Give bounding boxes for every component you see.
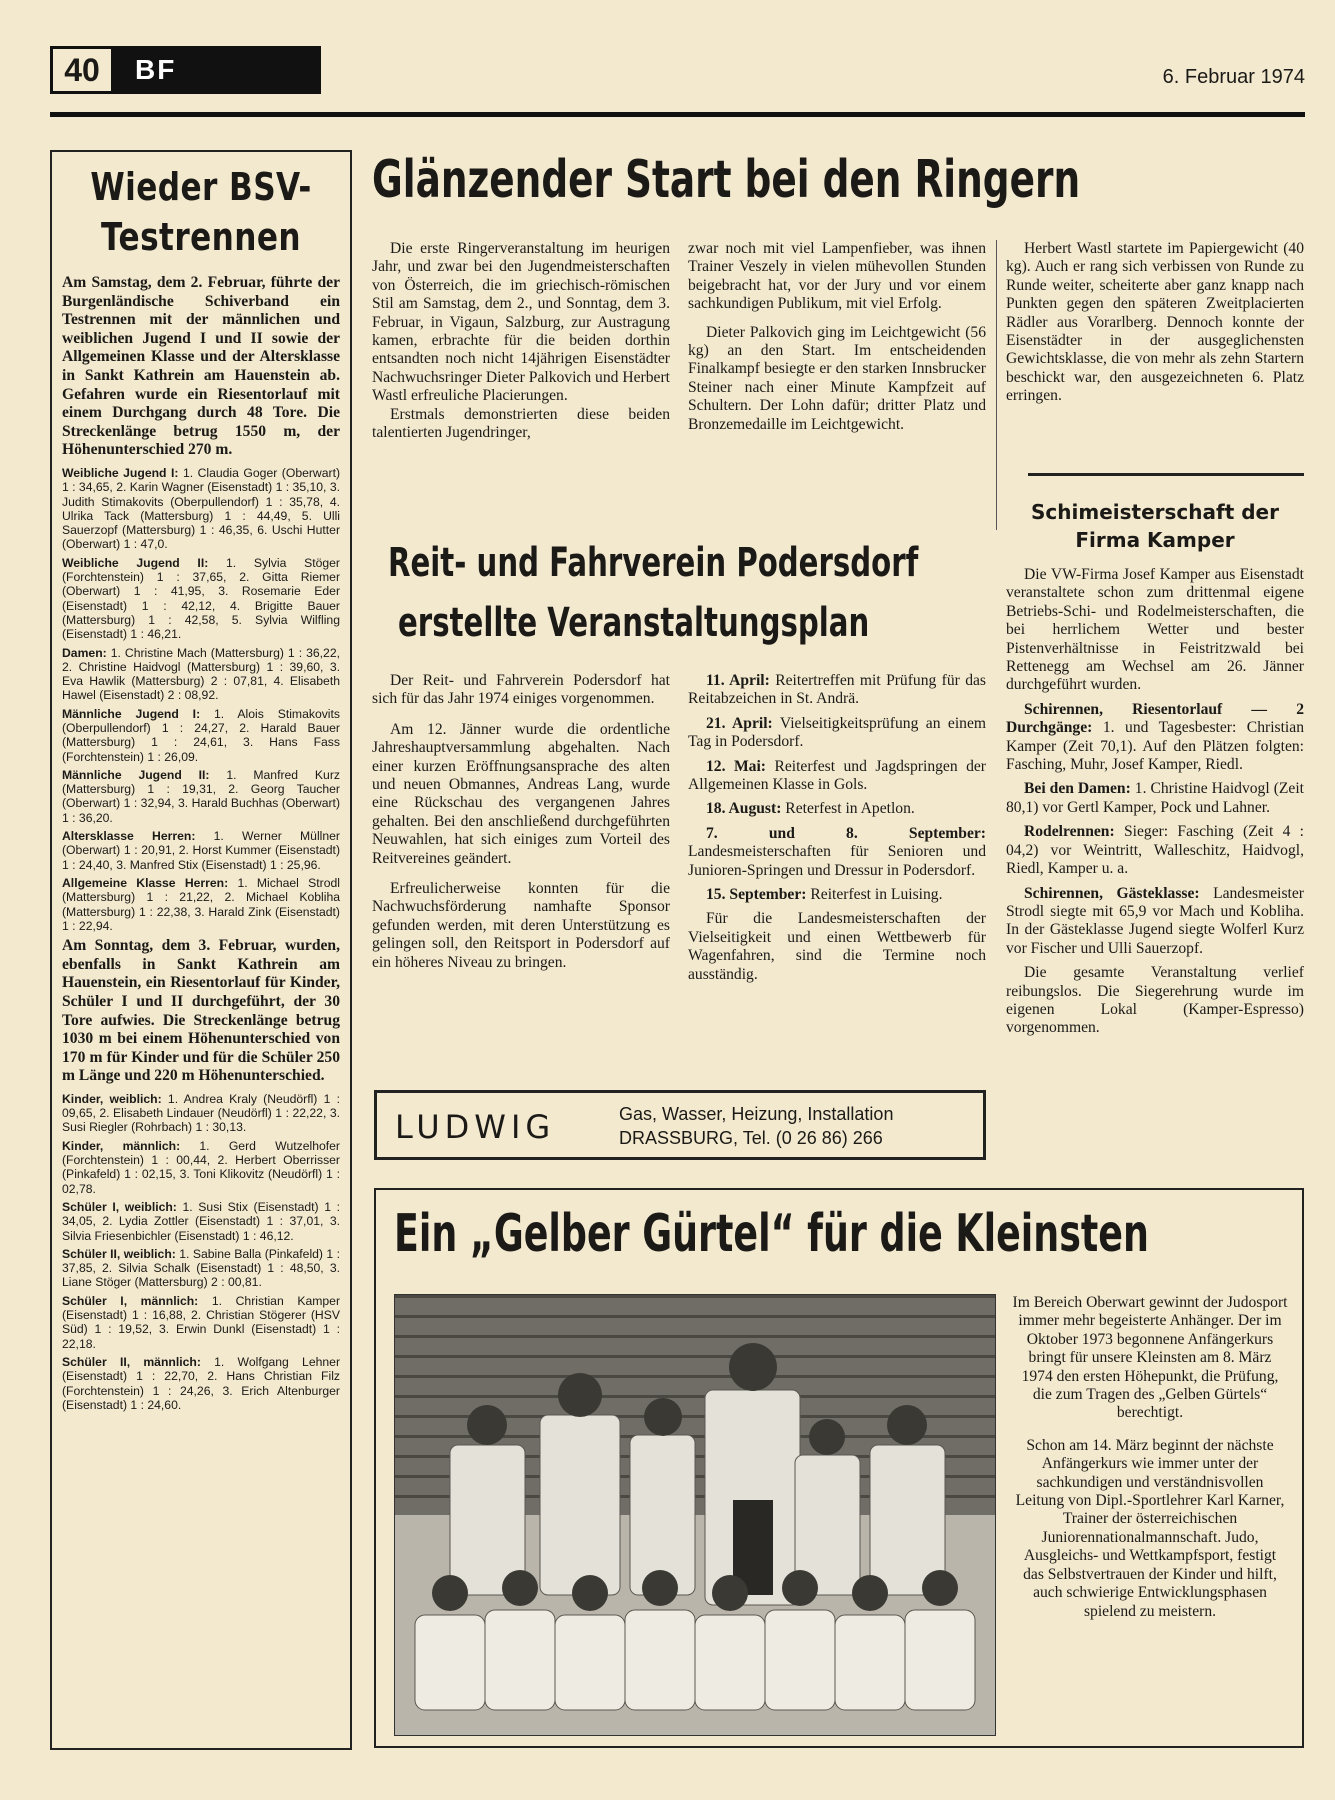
result-entry xyxy=(62,768,340,825)
paragraph: Erfreulicherweise konnten für die Nachwuchsförderung namhafte Sponsor gefunden werden, mit deren Unterstützung es gelingen soll, den Reitsport in Podersdorf auf ein höheres Niveau zu bringen. xyxy=(372,880,670,971)
paragraph xyxy=(1006,885,1304,959)
result-entry xyxy=(62,829,340,872)
paragraph: Erstmals demonstrierten diese beiden talentierten Jugendringer, xyxy=(372,405,670,442)
bsv-results-saturday xyxy=(62,466,340,933)
event-date: 11. April: xyxy=(706,672,770,689)
result-entry xyxy=(62,1139,340,1196)
paragraph: Die erste Ringerveranstaltung im heurigen Jahr, und zwar bei den Jugendmeisterschaften von Österreich, die im griechisch-römischen Stil am Samstag, dem 2., und Sonntag, dem 3. Februar, in Vigaun, Salzburg, zur Austragung kamen, erbrachte für die beiden dorthin entsandten noch nicht 14jährigen Eisenstädter Nachwuchsringer Dieter Palkovich und Herbert Wastl erfreuliche Placierungen. xyxy=(372,240,670,405)
event-date: 7. und 8. September: xyxy=(706,824,986,842)
bsv-lead-sunday: Am Sonntag, dem 3. Februar, wurden, ebenfalls in Sankt Kathrein am Hauenstein, ein Riesentorlauf für Kinder, Schüler I und II durchgeführt, der 30 Tore aufwies. Die Streckenlänge betrug 1030 m bei einem Höhenunterschied von 170 m für Kinder und für die Schüler 250 m Länge und 220 m Höhenunterschied. xyxy=(62,937,340,1085)
event-item xyxy=(688,825,986,880)
result-text: 1. Gerd Wutzelhofer (Forchtenstein) 1 : 00,44, 2. Herbert Oberrisser (Pinkafeld) 1 : 02,15, 3. Toni Klikovitz (Neudörfl) 1 : 02,78. xyxy=(62,1138,340,1196)
reit-headline-line1: Reit- und Fahrverein Podersdorf xyxy=(388,540,919,586)
ringer-column-3 xyxy=(1006,240,1304,406)
paragraph-lead: Schirennen, Gästeklasse: xyxy=(1024,884,1200,902)
result-text: 1. Michael Strodl (Mattersburg) 1 : 21,22, 2. Michael Kobliha (Mattersburg) 1 : 22,38, 3. Harald Zink (Eisenstadt) 1 : 22,94. xyxy=(62,875,340,933)
paragraph: Für die Landesmeisterschaften der Vielseitigkeit und einen Wettbewerb für Wagenfahren, sind die Termine noch ausständig. xyxy=(688,910,986,983)
event-item xyxy=(688,758,986,795)
event-date: 21. April: xyxy=(706,714,773,732)
result-entry xyxy=(62,466,340,552)
result-text: 1. Andrea Kraly (Neudörfl) 1 : 09,65, 2. Elisabeth Lindauer (Neudörfl) 1 : 22,22, 3. Susi Riegler (Rohrbach) 1 : 30,13. xyxy=(62,1091,340,1135)
ad-company-name: LUDWIG xyxy=(395,1108,556,1146)
paragraph: Der Reit- und Fahrverein Podersdorf hat sich für das Jahr 1974 einiges vorgenommen. xyxy=(372,672,670,708)
bsv-headline-line2: Testrennen xyxy=(101,215,301,259)
reit-column-1 xyxy=(372,672,670,972)
ringer-column-2 xyxy=(688,240,986,434)
event-text: Reiterfest in Luising. xyxy=(810,886,943,904)
paragraph-lead: Schirennen, Riesentorlauf — 2 Durchgänge: xyxy=(1006,700,1304,737)
event-item xyxy=(688,715,986,752)
page-header xyxy=(50,46,1305,106)
ringer-headline: Glänzender Start bei den Ringern xyxy=(372,150,1081,210)
event-date: 15. September: xyxy=(706,886,807,904)
paragraph-text: Sieger: Fasching (Zeit 4 : 04,2) vor Weintritt, Walleschitz, Haidvogl, Riedl, Kamper u. a. xyxy=(1006,823,1304,878)
result-category: Damen: xyxy=(62,645,107,660)
result-entry xyxy=(62,876,340,933)
issue-date: 6. Februar 1974 xyxy=(1162,66,1305,88)
result-text: 1. Manfred Kurz (Mattersburg) 1 : 19,31, 2. Georg Taucher (Oberwart) 1 : 32,94, 3. Harald Buchhas (Oberwart) 1 : 36,20. xyxy=(62,767,340,825)
paragraph: Am 12. Jänner wurde die ordentliche Jahreshauptversammlung abgehalten. Nach einer kurzen Eröffnungsansprache des alten und neuen Obmannes, Andreas Lang, wurde eine Rückschau des vergangenen Jahres gehalten. Bei den anschließend durchgeführten Neuwahlen, hat sich einiges zum Vorteil des Reitvereines geändert. xyxy=(372,720,670,867)
judo-group-photo xyxy=(394,1294,996,1736)
kamper-headline-line1: Schimeisterschaft der xyxy=(1031,500,1279,524)
result-entry xyxy=(62,707,340,764)
event-text: Reterfest in Apetlon. xyxy=(785,800,915,818)
event-text: Reitertreffen mit Prüfung für das Reitabzeichen in St. Andrä. xyxy=(688,672,986,708)
bsv-results-sunday xyxy=(62,1092,340,1412)
result-text: 1. Christian Kamper (Eisenstadt) 1 : 16,88, 2. Christian Stögerer (HSV Süd) 1 : 19,52, 3. Erwin Dunkl (Eisenstadt) 1 : 22,18. xyxy=(62,1293,340,1351)
result-category: Weibliche Jugend I: xyxy=(62,465,179,480)
bsv-headline-line1: Wieder BSV- xyxy=(90,165,312,209)
ad-contact: DRASSBURG, Tel. (0 26 86) 266 xyxy=(619,1128,883,1148)
result-category: Schüler II, männlich: xyxy=(62,1354,201,1369)
paragraph xyxy=(1006,964,1304,1038)
result-text: 1. Wolfgang Lehner (Eisenstadt) 1 : 22,70, 2. Hans Christian Filz (Forchtenstein) 1 : 24,26, 3. Erich Altenburger (Eisenstadt) 1 : 24,60. xyxy=(62,1354,341,1412)
judo-photo-illustration xyxy=(395,1295,995,1735)
paragraph-text: Landesmeister Strodl siegte mit 65,9 vor Mach und Kobliha. In der Gästeklasse Jugend siegte Wolferl Kurz vor Fischer und Ulli Sauerzopf. xyxy=(1006,884,1304,957)
paragraph xyxy=(1006,780,1304,817)
event-date: 12. Mai: xyxy=(706,757,766,775)
header-rule xyxy=(50,112,1305,117)
result-category: Kinder, männlich: xyxy=(62,1138,181,1153)
result-text: 1. Christine Mach (Mattersburg) 1 : 36,22, 2. Christine Haidvogl (Mattersburg) 1 : 39,60, 3. Eva Hawlik (Mattersburg) 2 : 07,81, 4. Elisabeth Hawel (Eisenstadt) 2 : 08,92. xyxy=(62,645,340,703)
paragraph-lead: Bei den Damen: xyxy=(1024,780,1131,798)
event-list xyxy=(688,672,986,904)
event-item xyxy=(688,886,986,904)
kamper-headline-line2: Firma Kamper xyxy=(1075,528,1235,552)
paragraph-text: 1. Christine Haidvogl (Zeit 80,1) vor Gertl Kamper, Pock und Lahner. xyxy=(1006,780,1304,816)
section-label: BF xyxy=(111,46,321,94)
result-category: Kinder, weiblich: xyxy=(62,1091,162,1106)
result-text: 1. Werner Müllner (Oberwart) 1 : 20,91, 2. Horst Kummer (Eisenstadt) 1 : 24,40, 3. Manfred Stix (Eisenstadt) 1 : 25,96. xyxy=(62,829,340,872)
paragraph xyxy=(1006,566,1304,695)
result-category: Männliche Jugend I: xyxy=(62,706,201,721)
result-category: Weibliche Jugend II: xyxy=(62,555,209,570)
kamper-headline xyxy=(1006,498,1304,554)
result-entry xyxy=(62,1355,340,1412)
result-entry xyxy=(62,1247,340,1290)
result-text: 1. Sylvia Stöger (Forchtenstein) 1 : 37,65, 2. Gitta Riemer (Oberwart) 1 : 41,95, 3. Rosemarie Eder (Eisenstadt) 1 : 42,12, 4. Brigitte Bauer (Mattersburg) 1 : 42,58, 5. Sylvia Wilfling (Eisenstadt) 1 : 46,21. xyxy=(62,555,340,642)
result-text: 1. Claudia Goger (Oberwart) 1 : 34,65, 2. Karin Wagner (Eisenstadt) 1 : 35,10, 3. Judith Stimakovits (Oberpullendorf) 1 : 35,78, 4. Ulrika Tack (Mattersburg) 1 : 44,49, 5. Ulli Sauerzopf (Mattersburg) 1 : 46,35, 6. Uschi Hutter (Oberwart) 1 : 47,0. xyxy=(62,465,341,552)
paragraph xyxy=(1006,823,1304,878)
page-number: 40 xyxy=(50,46,114,94)
result-entry xyxy=(62,556,340,642)
paragraph: Schon am 14. März beginnt der nächste Anfängerkurs wie immer unter der sachkundigen und verständnisvollen Leitung von Dipl.-Sportlehrer Karl Karner, Trainer der österreichischen Juniorennationalmannschaft. Judo, Ausgleichs- und Wettkampfsport, festigt das Selbstvertrauen der Kinder und hilft, auch schwierige Entwicklungsphasen spielend zu meistern. xyxy=(1015,1436,1285,1620)
bsv-headline xyxy=(87,162,315,262)
reit-headline-line2: erstellte Veranstaltungsplan xyxy=(398,600,870,646)
paragraph: Dieter Palkovich ging im Leichtgewicht (56 kg) an den Start. Im entscheidenden Finalkampf besiegte er den starken Innsbrucker Steiner nach einer Minute Kampfzeit auf Schultern. Der Lohn dafür; dritter Platz und Bronzemedaille im Leichtgewicht. xyxy=(688,323,986,433)
judo-headline: Ein „Gelber Gürtel“ für die Kleinsten xyxy=(394,1204,1149,1264)
paragraph: Im Bereich Oberwart gewinnt der Judosport immer mehr begeisterte Anhänger. Der im Oktober 1973 begonnene Anfängerkurs bringt für unsere Kleinsten am 8. März 1974 den ersten Höhepunkt, die Prüfung, die zum Tragen des „Gelben Gürtels“ berechtigt. xyxy=(1012,1294,1288,1422)
kamper-article xyxy=(1006,488,1304,1044)
paragraph-text: Die gesamte Veranstaltung verlief reibungslos. Die Siegerehrung wurde im eigenen Lokal (Kamper-Espresso) vorgenommen. xyxy=(1006,964,1304,1037)
kamper-body xyxy=(1006,566,1304,1038)
paragraph-text: Die VW-Firma Josef Kamper aus Eisenstadt veranstaltete schon zum drittenmal eigene Betriebs-Schi- und Rodelmeisterschaften, die bei herrlichem Wetter und bester Pistenverhältnisse in Feistritzwald bei Rettenegg am Wechsel am 26. Jänner durchgeführt wurden. xyxy=(1006,566,1304,694)
result-entry xyxy=(62,1200,340,1243)
result-category: Schüler I, männlich: xyxy=(62,1293,199,1308)
paragraph: Herbert Wastl startete im Papiergewicht (40 kg). Auch er rang sich verbissen von Runde zu Runde weiter, scheiterte aber ganz knapp nach Punkten gegen den späteren Zweitplacierten Rädler aus Vorarlberg. Dennoch konnte der Eisenstädter in der ausgeglichensten Gewichtsklasse, die von mehr als zehn Startern beschickt war, den ausgezeichneten 6. Platz erringen. xyxy=(1006,240,1304,405)
judo-article xyxy=(374,1188,1304,1748)
paragraph-lead: Rodelrennen: xyxy=(1024,823,1115,841)
result-text: 1. Sabine Balla (Pinkafeld) 1 : 37,85, 2. Silvia Schalk (Eisenstadt) 1 : 48,50, 3. Liane Stöger (Mattersburg) 2 : 00,81. xyxy=(62,1246,340,1290)
judo-body xyxy=(1012,1294,1288,1621)
result-category: Schüler I, weiblich: xyxy=(62,1199,177,1214)
result-category: Allgemeine Klasse Herren: xyxy=(62,875,229,890)
result-entry xyxy=(62,1092,340,1135)
bsv-article xyxy=(50,150,352,1750)
paragraph: zwar noch mit viel Lampenfieber, was ihnen Trainer Veszely in vielen mühevollen Stunden beigebracht hat, vor der Jury und vor einem sachkundigen Publikum, mit viel Erfolg. xyxy=(688,240,986,313)
result-category: Schüler II, weiblich: xyxy=(62,1246,176,1261)
paragraph-text: 1. und Tagesbester: Christian Kamper (Zeit 70,1). Auf den Plätzen folgten: Fasching, Muhr, Josef Kamper, Riedl. xyxy=(1006,719,1304,774)
event-date: 18. August: xyxy=(706,800,782,818)
ludwig-ad xyxy=(374,1090,986,1160)
bsv-lead: Am Samstag, dem 2. Februar, führte der Burgenländische Schiverband ein Testrennen mit der männlichen und weiblichen Jugend I und II sowie der Allgemeinen Klasse und der Altersklasse in Sankt Kathrein am Hauenstein ab. Gefahren wurde ein Riesentorlauf mit einem Durchgang durch 48 Tore. Die Streckenlänge betrug 1550 m, der Höhenunterschied 270 m. xyxy=(62,274,340,459)
event-text: Landesmeisterschaften für Senioren und Junioren-Springen und Dressur in Podersdorf. xyxy=(688,843,986,879)
event-text: Vielseitigkeitsprüfung an einem Tag in Podersdorf. xyxy=(688,714,986,751)
event-item xyxy=(688,800,986,818)
event-text: Reiterfest und Jagdspringen der Allgemeinen Klasse in Gols. xyxy=(688,757,986,794)
ringer-column-1 xyxy=(372,240,670,442)
paragraph xyxy=(1006,701,1304,775)
result-category: Männliche Jugend II: xyxy=(62,767,210,782)
result-entry xyxy=(62,1294,340,1351)
result-entry xyxy=(62,646,340,703)
result-text: 1. Susi Stix (Eisenstadt) 1 : 34,05, 2. Lydia Zottler (Eisenstadt) 1 : 37,01, 3. Silvia Friesenbichler (Eisenstadt) 1 : 46,12. xyxy=(62,1199,341,1243)
result-text: 1. Alois Stimakovits (Oberpullendorf) 1 : 24,27, 2. Harald Bauer (Mattersburg) 1 : 24,61, 3. Hans Fass (Forchtenstein) 1 : 26,09. xyxy=(62,706,340,764)
reit-column-2 xyxy=(688,672,986,984)
ad-services: Gas, Wasser, Heizung, Installation xyxy=(619,1104,894,1124)
column-divider xyxy=(996,240,997,530)
event-item xyxy=(688,672,986,709)
result-category: Altersklasse Herren: xyxy=(62,829,196,844)
column-rule xyxy=(1028,473,1304,476)
